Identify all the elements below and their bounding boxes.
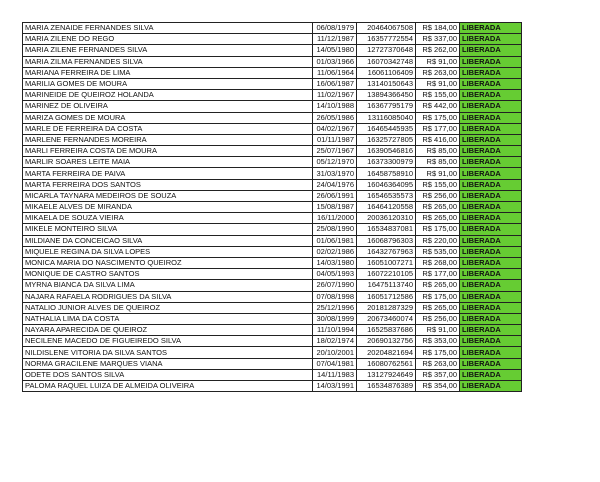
birth-date-cell: 14/05/1980 xyxy=(313,45,357,56)
table-row xyxy=(23,202,522,213)
birth-date-cell: 26/06/1991 xyxy=(313,190,357,201)
status-badge: LIBERADA xyxy=(460,235,522,246)
status-badge: LIBERADA xyxy=(460,246,522,257)
table-row xyxy=(23,224,522,235)
status-badge: LIBERADA xyxy=(460,90,522,101)
table-row xyxy=(23,179,522,190)
status-badge: LIBERADA xyxy=(460,168,522,179)
status-badge: LIBERADA xyxy=(460,280,522,291)
birth-date-cell: 14/03/1980 xyxy=(313,257,357,268)
birth-date-cell: 04/02/1967 xyxy=(313,123,357,134)
amount-cell: R$ 91,00 xyxy=(416,56,460,67)
status-badge: LIBERADA xyxy=(460,358,522,369)
status-badge: LIBERADA xyxy=(460,157,522,168)
status-badge: LIBERADA xyxy=(460,381,522,392)
name-cell: MARILIA GOMES DE MOURA xyxy=(23,78,313,89)
status-badge: LIBERADA xyxy=(460,56,522,67)
cpf-cell: 16080762561 xyxy=(357,358,416,369)
name-cell: PALOMA RAQUEL LUIZA DE ALMEIDA OLIVEIRA xyxy=(23,381,313,392)
name-cell: MARIZA GOMES DE MOURA xyxy=(23,112,313,123)
cpf-cell: 16534837081 xyxy=(357,224,416,235)
table-row xyxy=(23,56,522,67)
table-row xyxy=(23,291,522,302)
name-cell: MARLE DE FERREIRA DA COSTA xyxy=(23,123,313,134)
birth-date-cell: 25/07/1967 xyxy=(313,146,357,157)
amount-cell: R$ 265,00 xyxy=(416,280,460,291)
table-row xyxy=(23,235,522,246)
cpf-cell: 20464067508 xyxy=(357,23,416,34)
table-row xyxy=(23,246,522,257)
status-badge: LIBERADA xyxy=(460,224,522,235)
table-row xyxy=(23,123,522,134)
name-cell: NECILENE MACEDO DE FIGUEIREDO SILVA xyxy=(23,336,313,347)
name-cell: NORMA GRACILENE MARQUES VIANA xyxy=(23,358,313,369)
table-row xyxy=(23,280,522,291)
birth-date-cell: 01/11/1987 xyxy=(313,134,357,145)
cpf-cell: 16475113740 xyxy=(357,280,416,291)
amount-cell: R$ 263,00 xyxy=(416,358,460,369)
status-badge: LIBERADA xyxy=(460,325,522,336)
birth-date-cell: 14/11/1983 xyxy=(313,369,357,380)
amount-cell: R$ 175,00 xyxy=(416,112,460,123)
status-badge: LIBERADA xyxy=(460,45,522,56)
amount-cell: R$ 177,00 xyxy=(416,269,460,280)
table-row xyxy=(23,347,522,358)
table-row xyxy=(23,190,522,201)
status-badge: LIBERADA xyxy=(460,78,522,89)
amount-cell: R$ 177,00 xyxy=(416,123,460,134)
status-badge: LIBERADA xyxy=(460,67,522,78)
name-cell: MIKAELE ALVES DE MIRANDA xyxy=(23,202,313,213)
table-row xyxy=(23,358,522,369)
amount-cell: R$ 91,00 xyxy=(416,325,460,336)
cpf-cell: 20690132756 xyxy=(357,336,416,347)
name-cell: MARIA ZILMA FERNANDES SILVA xyxy=(23,56,313,67)
status-badge: LIBERADA xyxy=(460,123,522,134)
amount-cell: R$ 175,00 xyxy=(416,224,460,235)
name-cell: MARTA FERREIRA DE PAIVA xyxy=(23,168,313,179)
amount-cell: R$ 175,00 xyxy=(416,347,460,358)
name-cell: MONIQUE DE CASTRO SANTOS xyxy=(23,269,313,280)
cpf-cell: 16432767963 xyxy=(357,246,416,257)
name-cell: NATHALIA LIMA DA COSTA xyxy=(23,313,313,324)
table-row xyxy=(23,45,522,56)
cpf-cell: 16070342748 xyxy=(357,56,416,67)
amount-cell: R$ 535,00 xyxy=(416,246,460,257)
birth-date-cell: 25/08/1990 xyxy=(313,224,357,235)
cpf-cell: 16525837686 xyxy=(357,325,416,336)
table-row xyxy=(23,23,522,34)
birth-date-cell: 16/06/1987 xyxy=(313,78,357,89)
amount-cell: R$ 155,00 xyxy=(416,90,460,101)
birth-date-cell: 07/04/1981 xyxy=(313,358,357,369)
amount-cell: R$ 256,00 xyxy=(416,190,460,201)
status-badge: LIBERADA xyxy=(460,213,522,224)
status-badge: LIBERADA xyxy=(460,146,522,157)
birth-date-cell: 15/08/1987 xyxy=(313,202,357,213)
status-badge: LIBERADA xyxy=(460,202,522,213)
amount-cell: R$ 353,00 xyxy=(416,336,460,347)
cpf-cell: 13127924649 xyxy=(357,369,416,380)
amount-cell: R$ 91,00 xyxy=(416,168,460,179)
birth-date-cell: 06/08/1979 xyxy=(313,23,357,34)
status-badge: LIBERADA xyxy=(460,269,522,280)
name-cell: NAYARA APARECIDA DE QUEIROZ xyxy=(23,325,313,336)
status-badge: LIBERADA xyxy=(460,369,522,380)
table-row xyxy=(23,67,522,78)
table-row xyxy=(23,34,522,45)
amount-cell: R$ 265,00 xyxy=(416,302,460,313)
table-row xyxy=(23,313,522,324)
amount-cell: R$ 337,00 xyxy=(416,34,460,45)
table-row xyxy=(23,269,522,280)
name-cell: MARLI FERREIRA COSTA DE MOURA xyxy=(23,146,313,157)
cpf-cell: 16390546816 xyxy=(357,146,416,157)
table-row xyxy=(23,369,522,380)
status-badge: LIBERADA xyxy=(460,101,522,112)
status-badge: LIBERADA xyxy=(460,134,522,145)
name-cell: MIKELE MONTEIRO SILVA xyxy=(23,224,313,235)
birth-date-cell: 20/10/2001 xyxy=(313,347,357,358)
cpf-cell: 20673460074 xyxy=(357,313,416,324)
status-badge: LIBERADA xyxy=(460,112,522,123)
amount-cell: R$ 91,00 xyxy=(416,78,460,89)
name-cell: MARLENE FERNANDES MOREIRA xyxy=(23,134,313,145)
table-row xyxy=(23,112,522,123)
birth-date-cell: 16/11/2000 xyxy=(313,213,357,224)
table-row xyxy=(23,302,522,313)
table-row xyxy=(23,336,522,347)
name-cell: MARIA ZENAIDE FERNANDES SILVA xyxy=(23,23,313,34)
amount-cell: R$ 184,00 xyxy=(416,23,460,34)
amount-cell: R$ 85,00 xyxy=(416,157,460,168)
cpf-cell: 20036120310 xyxy=(357,213,416,224)
cpf-cell: 16357772554 xyxy=(357,34,416,45)
amount-cell: R$ 442,00 xyxy=(416,101,460,112)
amount-cell: R$ 220,00 xyxy=(416,235,460,246)
name-cell: MARIANA FERREIRA DE LIMA xyxy=(23,67,313,78)
birth-date-cell: 14/03/1991 xyxy=(313,381,357,392)
name-cell: ODETE DOS SANTOS SILVA xyxy=(23,369,313,380)
cpf-cell: 16046364095 xyxy=(357,179,416,190)
status-badge: LIBERADA xyxy=(460,302,522,313)
cpf-cell: 13116085040 xyxy=(357,112,416,123)
table-row xyxy=(23,257,522,268)
birth-date-cell: 26/05/1986 xyxy=(313,112,357,123)
table-row xyxy=(23,78,522,89)
cpf-cell: 13894366450 xyxy=(357,90,416,101)
cpf-cell: 16458758910 xyxy=(357,168,416,179)
cpf-cell: 16072210105 xyxy=(357,269,416,280)
birth-date-cell: 30/08/1999 xyxy=(313,313,357,324)
status-badge: LIBERADA xyxy=(460,23,522,34)
table-row xyxy=(23,213,522,224)
birth-date-cell: 01/03/1966 xyxy=(313,56,357,67)
cpf-cell: 16464120558 xyxy=(357,202,416,213)
birth-date-cell: 31/03/1970 xyxy=(313,168,357,179)
cpf-cell: 16546535573 xyxy=(357,190,416,201)
amount-cell: R$ 265,00 xyxy=(416,213,460,224)
name-cell: MARLIR SOARES LEITE MAIA xyxy=(23,157,313,168)
status-badge: LIBERADA xyxy=(460,179,522,190)
birth-date-cell: 11/12/1987 xyxy=(313,34,357,45)
birth-date-cell: 01/06/1981 xyxy=(313,235,357,246)
cpf-cell: 20181287329 xyxy=(357,302,416,313)
amount-cell: R$ 175,00 xyxy=(416,291,460,302)
table-row xyxy=(23,381,522,392)
name-cell: NAJARA RAFAELA RODRIGUES DA SILVA xyxy=(23,291,313,302)
name-cell: MONICA MARIA DO NASCIMENTO QUEIROZ xyxy=(23,257,313,268)
table-row xyxy=(23,90,522,101)
name-cell: MICARLA TAYNARA MEDEIROS DE SOUZA xyxy=(23,190,313,201)
amount-cell: R$ 357,00 xyxy=(416,369,460,380)
name-cell: MARIA ZILENE FERNANDES SILVA xyxy=(23,45,313,56)
name-cell: MARINEZ DE OLIVEIRA xyxy=(23,101,313,112)
birth-date-cell: 25/12/1996 xyxy=(313,302,357,313)
table-row xyxy=(23,325,522,336)
amount-cell: R$ 416,00 xyxy=(416,134,460,145)
table-row xyxy=(23,101,522,112)
table-row xyxy=(23,157,522,168)
cpf-cell: 16325727805 xyxy=(357,134,416,145)
birth-date-cell: 04/05/1993 xyxy=(313,269,357,280)
table-row xyxy=(23,168,522,179)
name-cell: MARINEIDE DE QUEIROZ HOLANDA xyxy=(23,90,313,101)
birth-date-cell: 18/02/1974 xyxy=(313,336,357,347)
name-cell: MIKAELA DE SOUZA VIEIRA xyxy=(23,213,313,224)
birth-date-cell: 11/10/1994 xyxy=(313,325,357,336)
amount-cell: R$ 155,00 xyxy=(416,179,460,190)
status-badge: LIBERADA xyxy=(460,291,522,302)
cpf-cell: 16068796303 xyxy=(357,235,416,246)
cpf-cell: 16061106409 xyxy=(357,67,416,78)
cpf-cell: 20204821694 xyxy=(357,347,416,358)
status-badge: LIBERADA xyxy=(460,313,522,324)
amount-cell: R$ 265,00 xyxy=(416,202,460,213)
birth-date-cell: 24/04/1976 xyxy=(313,179,357,190)
status-badge: LIBERADA xyxy=(460,347,522,358)
birth-date-cell: 07/08/1998 xyxy=(313,291,357,302)
table-row xyxy=(23,146,522,157)
birth-date-cell: 11/06/1964 xyxy=(313,67,357,78)
cpf-cell: 16465445935 xyxy=(357,123,416,134)
cpf-cell: 13140150643 xyxy=(357,78,416,89)
table-row xyxy=(23,134,522,145)
amount-cell: R$ 256,00 xyxy=(416,313,460,324)
cpf-cell: 16367795179 xyxy=(357,101,416,112)
amount-cell: R$ 85,00 xyxy=(416,146,460,157)
name-cell: MILDIANE DA CONCEICAO SILVA xyxy=(23,235,313,246)
name-cell: MARTA FERREIRA DOS SANTOS xyxy=(23,179,313,190)
amount-cell: R$ 268,00 xyxy=(416,257,460,268)
cpf-cell: 12727370648 xyxy=(357,45,416,56)
status-badge: LIBERADA xyxy=(460,336,522,347)
status-badge: LIBERADA xyxy=(460,190,522,201)
cpf-cell: 16373300979 xyxy=(357,157,416,168)
birth-date-cell: 02/02/1986 xyxy=(313,246,357,257)
status-badge: LIBERADA xyxy=(460,257,522,268)
cpf-cell: 16534876389 xyxy=(357,381,416,392)
name-cell: NILDISLENE VITORIA DA SILVA SANTOS xyxy=(23,347,313,358)
name-cell: MARIA ZILENE DO REGO xyxy=(23,34,313,45)
birth-date-cell: 14/10/1988 xyxy=(313,101,357,112)
amount-cell: R$ 354,00 xyxy=(416,381,460,392)
name-cell: MIQUELE REGINA DA SILVA LOPES xyxy=(23,246,313,257)
cpf-cell: 16051712586 xyxy=(357,291,416,302)
beneficiary-table xyxy=(22,22,522,392)
table-body xyxy=(23,23,522,392)
amount-cell: R$ 262,00 xyxy=(416,45,460,56)
name-cell: MYRNA BIANCA DA SILVA LIMA xyxy=(23,280,313,291)
amount-cell: R$ 263,00 xyxy=(416,67,460,78)
status-badge: LIBERADA xyxy=(460,34,522,45)
name-cell: NATALIO JUNIOR ALVES DE QUEIROZ xyxy=(23,302,313,313)
birth-date-cell: 26/07/1990 xyxy=(313,280,357,291)
birth-date-cell: 11/02/1967 xyxy=(313,90,357,101)
birth-date-cell: 05/12/1970 xyxy=(313,157,357,168)
cpf-cell: 16051007271 xyxy=(357,257,416,268)
